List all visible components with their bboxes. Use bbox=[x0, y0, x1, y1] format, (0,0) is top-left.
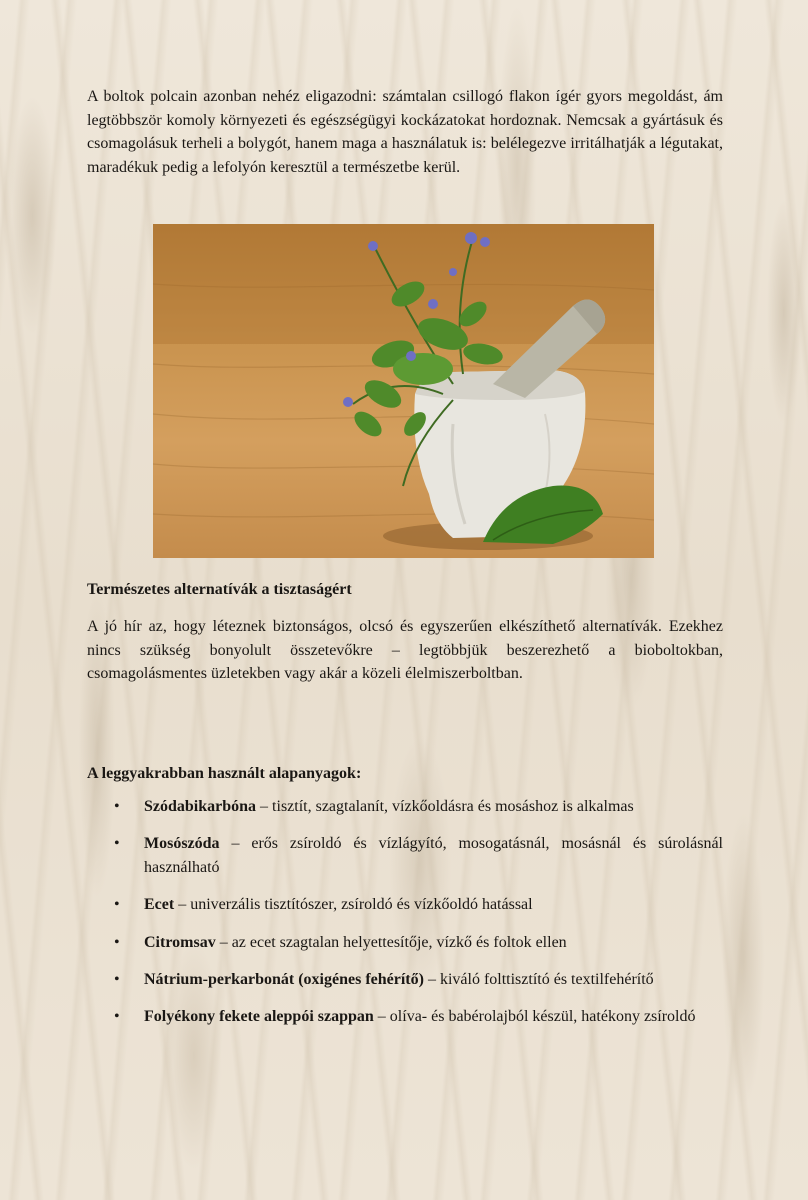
ingredient-term: Citromsav bbox=[144, 933, 216, 951]
list-item bbox=[87, 893, 723, 917]
bullet-icon: • bbox=[114, 933, 120, 951]
section-heading: Természetes alternatívák a tisztaságért bbox=[87, 581, 352, 598]
ingredient-description: – kiváló folttisztító és textilfehérítő bbox=[423, 970, 654, 988]
list-item bbox=[87, 968, 723, 992]
intro-paragraph: A boltok polcain azonban nehéz eligazodni: számtalan csillogó flakon ígér gyors megoldást, ám legtöbbször komoly környezeti és egészségügyi kockázatokat hordoznak. Nemcsak a gyártásuk és csomagolásuk terheli a bolygót, hanem maga a használatuk is: belélegezve irritálhatják a légutakat, maradékuk pedig a lefolyón keresztül a természetbe kerül. bbox=[87, 88, 723, 177]
document-page bbox=[87, 85, 723, 1026]
ingredient-description: – univerzális tisztítószer, zsíroldó és vízkőoldó hatással bbox=[174, 896, 533, 914]
list-item bbox=[87, 931, 723, 955]
ingredient-term: Szódabikarbóna bbox=[144, 798, 257, 815]
ingredient-description: – tisztít, szagtalanít, vízkőoldásra és mosáshoz is alkalmas bbox=[256, 798, 634, 815]
ingredient-description: – erős zsíroldó és vízlágyító, mosogatásnál, mosásnál és súrolásnál használható bbox=[144, 835, 723, 876]
ingredient-term: Ecet bbox=[144, 896, 175, 914]
bullet-icon: • bbox=[114, 896, 120, 914]
ingredients-list bbox=[87, 795, 723, 1042]
list-item bbox=[87, 795, 723, 819]
ingredient-term: Mosószóda bbox=[144, 835, 220, 853]
bullet-icon: • bbox=[114, 835, 120, 853]
bullet-icon: • bbox=[114, 970, 120, 988]
ingredient-description: – olíva- és babérolajból készül, hatékony zsíroldó bbox=[373, 1008, 696, 1026]
list-item bbox=[87, 1005, 723, 1029]
ingredient-term: Folyékony fekete aleppói szappan bbox=[144, 1008, 374, 1026]
herbs-mortar-photo bbox=[153, 224, 654, 558]
bullet-icon: • bbox=[114, 798, 120, 815]
ingredient-description: – az ecet szagtalan helyettesítője, vízkő és foltok ellen bbox=[215, 933, 567, 951]
ingredient-term: Nátrium-perkarbonát (oxigénes fehérítő) bbox=[144, 970, 424, 988]
list-heading: A leggyakrabban használt alapanyagok: bbox=[87, 765, 362, 782]
alternatives-paragraph: A jó hír az, hogy léteznek biztonságos, olcsó és egyszerűen elkészíthető alternatívák. Ezekhez nincs szükség bonyolult összetevőkre – legtöbbjük beszerezhető a bioboltokban, csomagolásmentes üzletekben vagy akár a közeli élelmiszerboltban. bbox=[87, 618, 723, 683]
herbs-mortar-illustration bbox=[153, 224, 654, 558]
bullet-icon: • bbox=[114, 1008, 120, 1026]
list-item bbox=[87, 832, 723, 879]
